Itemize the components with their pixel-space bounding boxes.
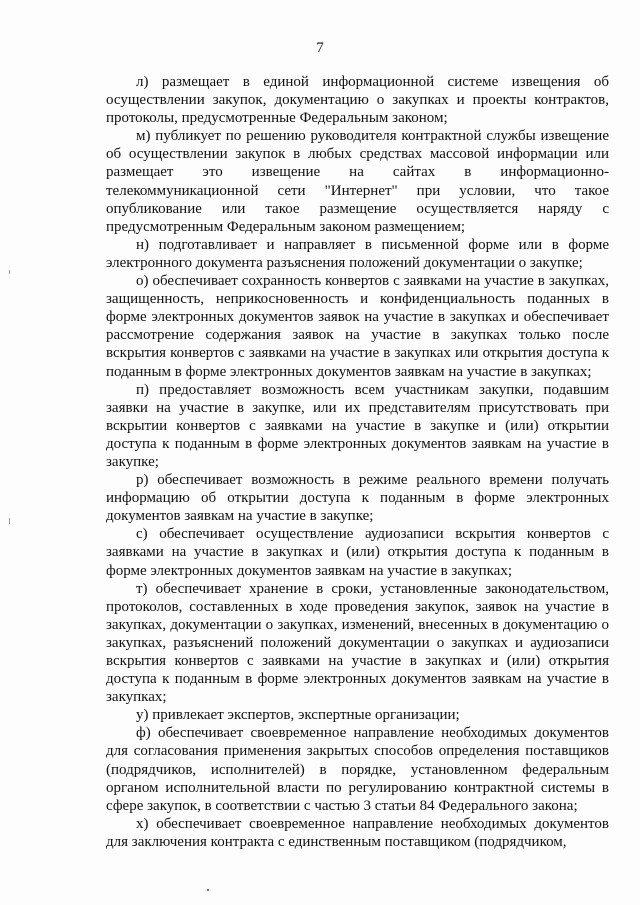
scan-speck (207, 889, 209, 891)
paragraph-f: ф) обеспечивает своевременное направление необходимых документов для согласования применения закрытых способов определения поставщиков (подрядчиков, исполнителей) в порядке, установленном федеральным органом исполнительной власти по регулированию контрактной системы в сфере закупок, в соответствии с частью 3 статьи 84 Федерального закона; (106, 725, 609, 814)
paragraph-l: л) размещает в единой информационной системе извещения об осуществлении закупок, документацию о закупках и проекты контрактов, протоколы, предусмотренные Федеральным законом; (106, 74, 609, 127)
paragraph-s: с) обеспечивает осуществление аудиозаписи вскрытия конвертов с заявками на участие в закупках и (или) открытия доступа к поданным в форме электронных документов заявкам на участие в закупках; (106, 526, 609, 579)
paragraph-t: т) обеспечивает хранение в сроки, установленные законодательством, протоколов, составленных в ходе проведения закупок, заявок на участие в закупках, документации о закупках, изменений, внесенных в документацию о закупках, разъяснений положений документации о закупках и аудиозаписи вскрытия конвертов с заявками на участие в закупках и (или) открытия доступа к поданным в форме электронных документов заявкам на участие в закупках; (106, 580, 609, 706)
paragraph-m: м) публикует по решению руководителя контрактной службы извещение об осуществлении закупок в любых средствах массовой информации или размещает это извещение на сайтах в информационно-телекоммуникационной сети "Интернет" при условии, что такое опубликование или такое размещение осуществляется наряду с предусмотренным Федеральным законом размещением; (106, 128, 609, 235)
paragraph-p: п) предоставляет возможность всем участникам закупки, подавшим заявки на участие в закупке, или их представителям присутствовать при вскрытии конвертов с заявками на участие в закупке и (или) открытии доступа к поданным в форме электронных документов заявкам на участие в закупке; (106, 381, 609, 470)
paragraph-o: о) обеспечивает сохранность конвертов с заявками на участие в закупках, защищенность, неприкосновенность и конфиденциальность поданных в форме электронных документов заявок на участие в закупках и обеспечивает рассмотрение содержания заявок на участие в закупках только после вскрытия конвертов с заявками на участие в закупках или открытия доступа к поданным в форме электронных документов заявкам на участие в закупках; (106, 273, 609, 380)
paragraph-r: р) обеспечивает возможность в режиме реального времени получать информацию об открытии доступа к поданным в форме электронных документов заявкам на участие в закупке; (106, 472, 609, 525)
scan-margin-mark (9, 518, 10, 524)
paragraph-u: у) привлекает экспертов, экспертные организации; (136, 707, 460, 724)
body-text (106, 73, 609, 851)
scan-margin-mark (9, 270, 10, 274)
paragraph-kh: х) обеспечивает своевременное направление необходимых документов для заключения контракта с единственным поставщиком (подрядчиком, (106, 815, 609, 850)
page-number: 7 (316, 40, 324, 56)
paragraph-n: н) подготавливает и направляет в письменной форме или в форме электронного документа разъяснения положений документации о закупке; (106, 236, 609, 271)
